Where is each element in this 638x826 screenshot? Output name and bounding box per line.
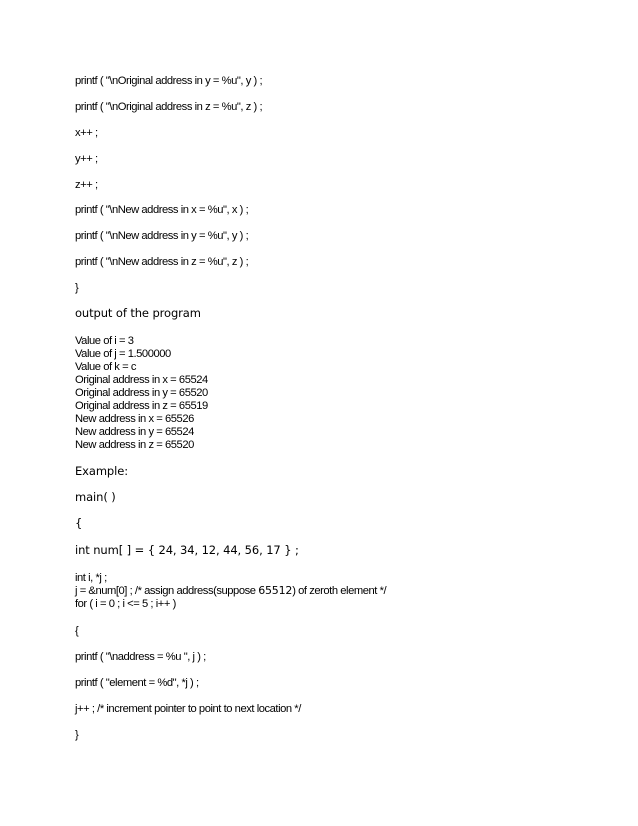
output-line: Original address in y = 65520 [75,387,208,399]
example-assign-line [75,584,386,598]
array-values: 24, 34, 12, 44, 56, 17 [158,543,281,557]
code-line-y-increment: y++ ; [75,153,98,165]
example-open-brace: { [75,516,83,530]
code-line-printf-original-z: printf ( "\nOriginal address in z = %u", z ) ; [75,101,263,113]
output-line: Original address in z = 65519 [75,400,208,412]
array-decl-prefix: int num[ ] = { [75,543,159,557]
example-label: Example: [75,464,128,478]
example-loop-open-brace: { [75,625,79,637]
code-line-printf-new-y: printf ( "\nNew address in y = %u", y ) ; [75,230,249,242]
assign-address-number: 65512 [258,584,293,597]
example-main: main( ) [75,490,116,504]
code-line-printf-original-y: printf ( "\nOriginal address in y = %u", y ) ; [75,75,263,87]
assign-suffix: ) of zeroth element */ [292,585,387,597]
output-line: Value of i = 3 [75,335,134,347]
array-decl-suffix: } ; [280,543,299,557]
code-line-printf-new-z: printf ( "\nNew address in z = %u", z ) ; [75,256,249,268]
example-printf-element: printf ( "element = %d", *j ) ; [75,677,199,689]
example-printf-address: printf ( "\naddress = %u ", j ) ; [75,651,206,663]
output-line: Value of j = 1.500000 [75,348,171,360]
code-line-x-increment: x++ ; [75,127,98,139]
example-loop-close-brace: } [75,729,79,741]
output-line: New address in y = 65524 [75,426,194,438]
code-line-z-increment: z++ ; [75,179,98,191]
code-line-closing-brace: } [75,282,79,294]
output-line: Original address in x = 65524 [75,374,208,386]
output-line: New address in x = 65526 [75,413,194,425]
output-heading: output of the program [75,306,201,320]
example-pointer-declaration: int i, *j ; [75,572,107,584]
assign-prefix: j = &num[0] ; /* assign address(suppose [75,585,259,597]
code-line-printf-new-x: printf ( "\nNew address in x = %u", x ) ; [75,204,249,216]
output-line: Value of k = c [75,361,136,373]
example-array-declaration [75,543,299,557]
example-pointer-increment: j++ ; /* increment pointer to point to next location */ [75,703,301,715]
output-line: New address in z = 65520 [75,439,194,451]
example-for-loop: for ( i = 0 ; i <= 5 ; i++ ) [75,598,176,610]
